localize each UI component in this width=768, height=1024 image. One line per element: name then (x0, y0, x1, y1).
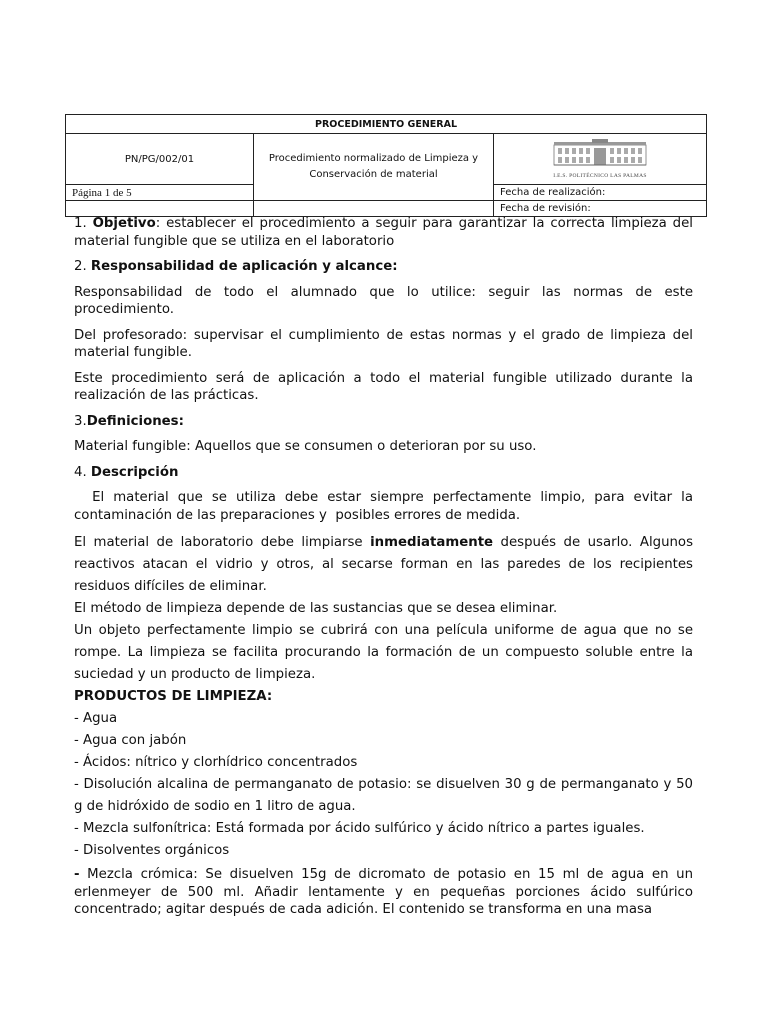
procedure-code: PN/PG/002/01 (66, 134, 254, 185)
section-number: 3. (74, 413, 87, 429)
paragraph: El método de limpieza depende de las sustancias que se desea eliminar. (74, 601, 558, 616)
page-number: Página 1 de 5 (66, 185, 254, 201)
section-title: Responsabilidad de aplicación y alcance: (90, 259, 398, 274)
section-responsabilidad-heading (74, 258, 693, 276)
product-item: - Agua (74, 711, 118, 726)
section-title: Definiciones: (86, 413, 184, 429)
procedure-name (254, 134, 494, 201)
paragraph (74, 532, 693, 598)
paragraph: Un objeto perfectamente limpio se cubrirá con una película uniforme de agua que no se rompe. La limpieza se facilita procurando la formación de un compuesto soluble entre la suciedad y un producto de limpieza. (74, 623, 693, 682)
text-run: después de usarlo. Algunos reactivos atacan el vidrio y otros, al secarse forman en las paredes de los recipientes residuos difíciles de eliminar. (74, 535, 693, 594)
paragraph: Responsabilidad de todo el alumnado que lo utilice: seguir las normas de este procedimiento. (74, 284, 693, 317)
product-item: - Disolventes orgánicos (74, 843, 230, 858)
product-item: - Ácidos: nítrico y clorhídrico concentrados (74, 755, 358, 770)
section-title: Objetivo (92, 216, 156, 231)
header-table (65, 114, 707, 217)
dash: - (74, 867, 80, 882)
products-title: PRODUCTOS DE LIMPIEZA: (74, 689, 273, 704)
fecha-realizacion: Fecha de realización: (494, 185, 707, 201)
product-item-cromica (74, 866, 693, 919)
procedure-title: PROCEDIMIENTO GENERAL (66, 115, 707, 134)
paragraph: Este procedimiento será de aplicación a todo el material fungible utilizado durante la realización de las prácticas. (74, 370, 693, 403)
text-run: El material de laboratorio debe limpiarse (74, 535, 371, 550)
paragraph: Del profesorado: supervisar el cumplimiento de estas normas y el grado de limpieza del material fungible. (74, 327, 693, 360)
document-body (74, 215, 698, 919)
section-descripcion-heading (74, 464, 693, 482)
school-building-logo-icon (552, 139, 648, 169)
product-item: - Mezcla sulfonítrica: Está formada por ácido sulfúrico y ácido nítrico a partes iguales. (74, 821, 645, 836)
logo-caption: I.E.S. POLITÉCNICO LAS PALMAS (553, 173, 647, 179)
procedure-name-line1: Procedimiento normalizado de Limpieza y (268, 153, 479, 164)
section-number: 1. (74, 216, 87, 231)
institution-logo-cell (494, 134, 707, 185)
section-number: 4. (74, 464, 87, 480)
section-number: 2. (74, 259, 87, 274)
section-definiciones-heading (74, 413, 693, 431)
paragraph: El material que se utiliza debe estar siempre perfectamente limpio, para evitar la contaminación de las preparaciones y posibles errores de medida. (74, 490, 698, 523)
emphasis: inmediatamente (370, 535, 494, 550)
section-title: Descripción (90, 464, 179, 480)
text-run: Mezcla crómica: Se disuelven 15g de dicromato de potasio en 15 ml de agua en un erlenmeyer de 500 ml. Añadir lentamente y en pequeñas porciones ácido sulfúrico concentrado; agitar después de cada adición. El contenido se transforma en una masa (74, 867, 693, 917)
section-text: : establecer el procedimiento a seguir para garantizar la correcta limpieza del material fungible que se utiliza en el laboratorio (74, 216, 693, 249)
product-item: - Agua con jabón (74, 733, 187, 748)
fecha-revision: Fecha de revisión: (494, 201, 707, 217)
procedure-name-line2: Conservación de material (309, 169, 438, 180)
section-objetivo (74, 215, 693, 250)
paragraph: Material fungible: Aquellos que se consumen o deterioran por su uso. (74, 439, 537, 454)
product-item: - Disolución alcalina de permanganato de potasio: se disuelven 30 g de permanganato y 50 g de hidróxido de sodio en 1 litro de agua. (74, 777, 693, 814)
products-heading (74, 686, 693, 708)
